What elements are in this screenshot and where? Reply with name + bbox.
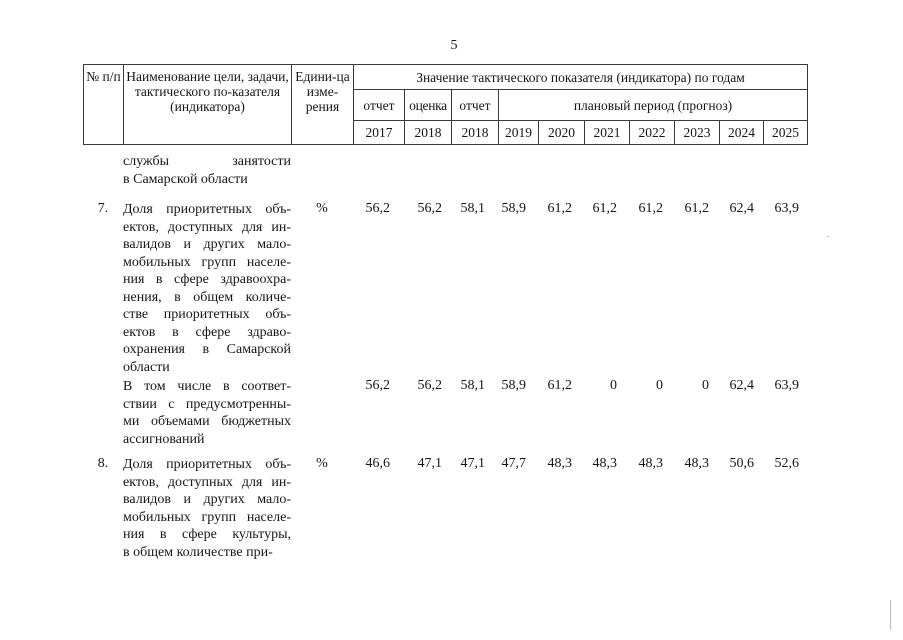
row-value: 58,9 — [501, 378, 526, 393]
row-value: 61,2 — [547, 201, 572, 216]
row-name-line: ния в сфере здравоохра- — [123, 272, 291, 287]
header-plan-period: плановый период (прогноз) — [499, 90, 808, 121]
row-value: 48,3 — [638, 456, 663, 471]
row-value: 61,2 — [592, 201, 617, 216]
row-value: 63,9 — [774, 201, 799, 216]
header-year: 2020 — [539, 121, 585, 145]
row-value: 61,2 — [547, 378, 572, 393]
header-year: 2022 — [630, 121, 675, 145]
row-name-line: валидов и других мало- — [123, 237, 291, 252]
row-name-line: службы занятости — [123, 154, 291, 169]
row-value: 52,6 — [774, 456, 799, 471]
row-name-line: валидов и других мало- — [123, 492, 291, 507]
header-sub-estimate-2018: оценка — [405, 90, 452, 121]
row-value: 63,9 — [774, 378, 799, 393]
header-sub-report-2018: отчет — [452, 90, 499, 121]
header-year: 2018 — [452, 121, 499, 145]
row-name-line: ми объемами бюджетных — [123, 414, 291, 429]
header-num: № п/п — [84, 65, 124, 145]
row-value: 58,1 — [460, 378, 485, 393]
row-indicator-name — [123, 456, 291, 561]
row-name-line: мобильных групп населе- — [123, 254, 291, 270]
row-value: 47,1 — [417, 456, 442, 471]
row-name-line: ектов в сфере здраво- — [123, 324, 291, 340]
row-indicator-name — [123, 153, 291, 188]
row-value: 56,2 — [417, 378, 442, 393]
scan-mark — [890, 600, 891, 630]
row-value: 50,6 — [729, 456, 754, 471]
row-indicator-name — [123, 378, 291, 448]
row-value: 0 — [656, 378, 663, 393]
row-value: 56,2 — [365, 201, 390, 216]
header-values: Значение тактического показателя (индикатора) по годам — [354, 65, 808, 90]
row-name-line: ния в сфере культуры, — [123, 527, 291, 542]
table-header — [83, 64, 808, 145]
row-name-line: мобильных групп населе- — [123, 509, 291, 525]
header-name: Наименование цели, задачи, тактического по-казателя (индикатора) — [124, 65, 292, 145]
row-value: 62,4 — [729, 201, 754, 216]
header-sub-report-2017: отчет — [354, 90, 405, 121]
row-name-line: охранения в Самарской — [123, 342, 291, 357]
row-unit: % — [316, 201, 328, 216]
row-name-line: ектов, доступных для ин- — [123, 219, 291, 235]
row-value: 0 — [702, 378, 709, 393]
row-value: 62,4 — [729, 378, 754, 393]
row-value: 58,1 — [460, 201, 485, 216]
row-name-line: ектов, доступных для ин- — [123, 474, 291, 490]
header-year: 2024 — [720, 121, 764, 145]
row-name-line: в Самарской области — [123, 171, 248, 187]
scan-mark — [827, 236, 829, 237]
row-name-line: ствии с предусмотренны- — [123, 396, 291, 412]
header-unit: Едини-ца изме-рения — [292, 65, 354, 145]
header-year: 2025 — [764, 121, 808, 145]
header-year: 2017 — [354, 121, 405, 145]
row-name-line: В том числе в соответ- — [123, 379, 291, 394]
header-year: 2023 — [675, 121, 720, 145]
row-value: 56,2 — [417, 201, 442, 216]
row-value: 61,2 — [638, 201, 663, 216]
row-value: 46,6 — [365, 456, 390, 471]
row-indicator-name — [123, 201, 291, 376]
row-value: 48,3 — [684, 456, 709, 471]
row-value: 56,2 — [365, 378, 390, 393]
row-value: 47,1 — [460, 456, 485, 471]
header-year: 2021 — [585, 121, 630, 145]
row-name-line: области — [123, 359, 170, 375]
header-year: 2018 — [405, 121, 452, 145]
row-value: 47,7 — [501, 456, 526, 471]
row-unit: % — [316, 456, 328, 471]
row-name-line: Доля приоритетных объ- — [123, 202, 291, 217]
row-number: 8. — [97, 456, 109, 471]
row-number: 7. — [97, 201, 109, 216]
row-name-line: нения, в общем количе- — [123, 289, 291, 305]
row-name-line: в общем количестве при- — [123, 544, 273, 560]
row-name-line: ассигнований — [123, 431, 205, 447]
row-value: 48,3 — [592, 456, 617, 471]
row-name-line: стве приоритетных объ- — [123, 307, 291, 322]
row-value: 58,9 — [501, 201, 526, 216]
row-value: 48,3 — [547, 456, 572, 471]
row-value: 61,2 — [684, 201, 709, 216]
page-number: 5 — [450, 38, 458, 53]
row-value: 0 — [610, 378, 617, 393]
header-year: 2019 — [499, 121, 539, 145]
row-name-line: Доля приоритетных объ- — [123, 457, 291, 472]
